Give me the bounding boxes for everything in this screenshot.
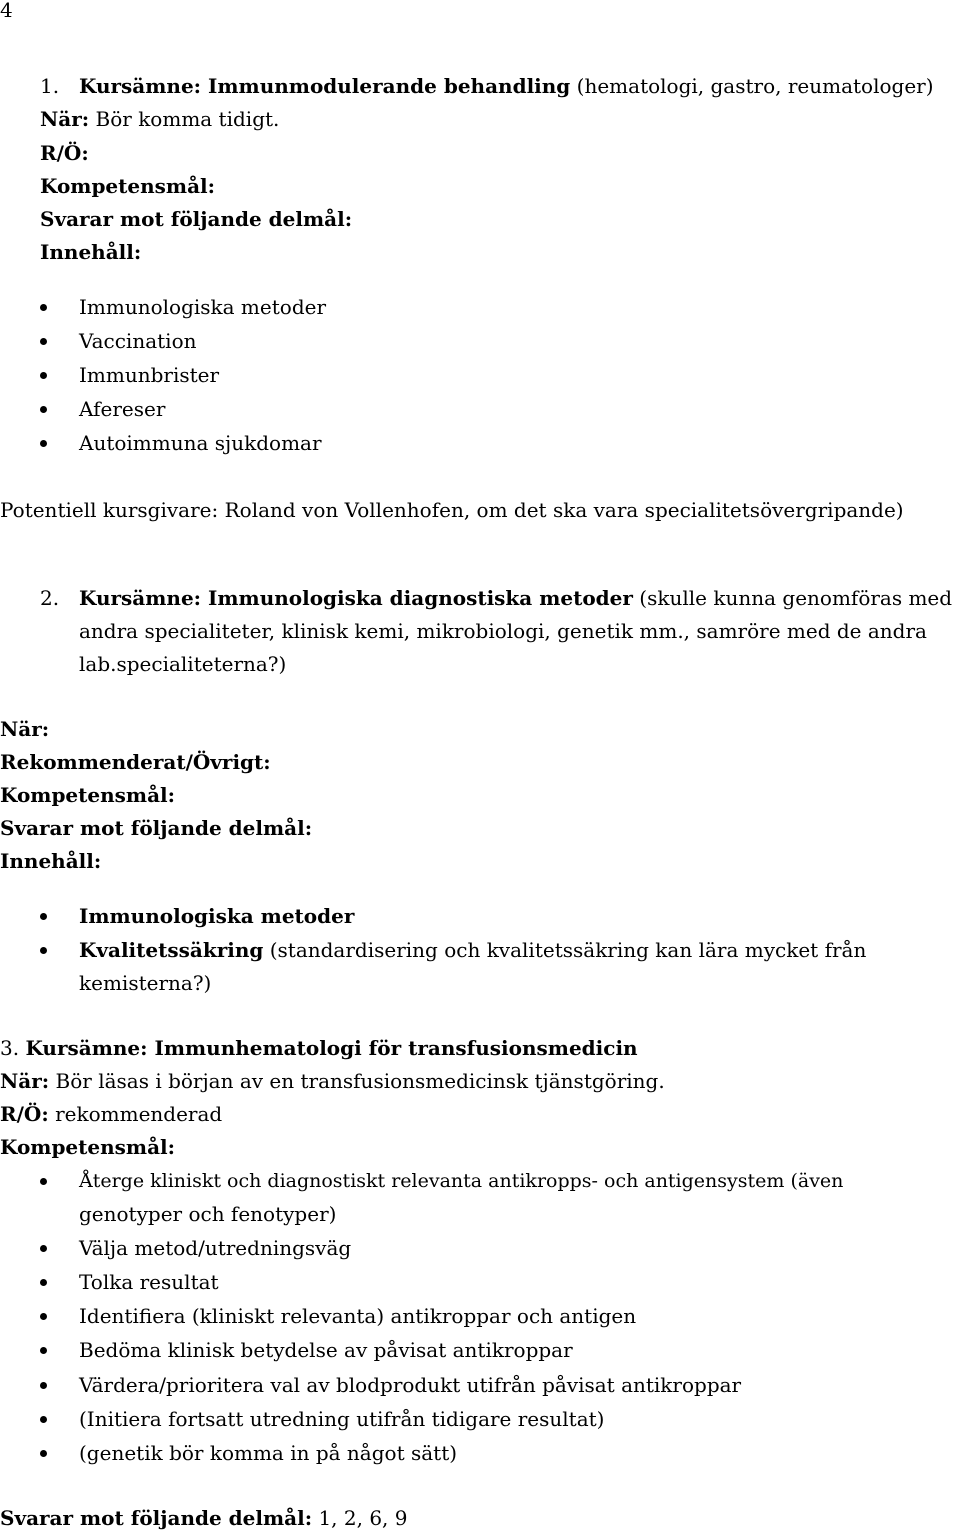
page-number: 4 (0, 0, 13, 22)
list-item: Identifiera (kliniskt relevanta) antikroppar och antigen (79, 1304, 637, 1328)
bullet-icon (40, 338, 47, 345)
bullet-icon (40, 1178, 47, 1185)
section-1-number: 1. (40, 74, 60, 98)
section-2-title-label: Kursämne: Immunologiska diagnostiska metoder (79, 586, 633, 610)
list-item (79, 937, 866, 963)
bullet-icon (40, 1450, 47, 1457)
bullet-icon (40, 406, 47, 413)
list-item-line2: genotyper och fenotyper) (79, 1202, 337, 1226)
when-label: När: (0, 717, 50, 741)
list-item: Välja metod/utredningsväg (79, 1236, 352, 1260)
bullet-icon (40, 1245, 47, 1252)
list-item: Återge kliniskt och diagnostiskt relevanta antikropps- och antigensystem (även (79, 1170, 844, 1192)
list-item-note: (standardisering och kvalitetssäkring kan lära mycket från (269, 938, 867, 962)
section-2-title (79, 585, 952, 611)
list-item: Afereser (79, 397, 166, 421)
bullet-icon (40, 372, 47, 379)
when-value: Bör läsas i början av en transfusionsmedicinsk tjänstgöring. (55, 1069, 665, 1093)
answers-label: Svarar mot följande delmål: (40, 207, 353, 231)
competence-label: Kompetensmål: (0, 1135, 176, 1159)
bullet-icon (40, 304, 47, 311)
competence-label: Kompetensmål: (40, 174, 216, 198)
section-1-title-note: (hematologi, gastro, reumatologer) (576, 74, 934, 98)
bullet-icon (40, 1347, 47, 1354)
list-item: Immunbrister (79, 363, 220, 387)
list-item: (Initiera fortsatt utredning utifrån tidigare resultat) (79, 1407, 605, 1431)
when-label: När: (40, 107, 90, 131)
section-1-when (40, 106, 279, 132)
section-1-title-label: Kursämne: Immunmodulerande behandling (79, 74, 571, 98)
list-item-label: Kvalitetssäkring (79, 938, 264, 962)
potential-course-giver: Potentiell kursgivare: Roland von Vollenhofen, om det ska vara specialitetsövergripande) (0, 498, 904, 522)
section-3-title: Kursämne: Immunhematologi för transfusionsmedicin (25, 1036, 638, 1060)
content-label: Innehåll: (0, 849, 102, 873)
bullet-icon (40, 913, 47, 920)
list-item: Värdera/prioritera val av blodprodukt utifrån påvisat antikroppar (79, 1373, 742, 1397)
ro-label: R/Ö: (40, 141, 89, 165)
section-2-title-note-line3: lab.specialiteterna?) (79, 652, 287, 676)
section-2-number: 2. (40, 586, 60, 610)
list-item: Bedöma klinisk betydelse av påvisat antikroppar (79, 1338, 573, 1362)
section-3-ro (0, 1101, 222, 1127)
list-item-note-line2: kemisterna?) (79, 971, 212, 995)
when-label: När: (0, 1069, 50, 1093)
when-value: Bör komma tidigt. (95, 107, 280, 131)
list-item: Tolka resultat (79, 1270, 219, 1294)
section-3-answers (0, 1505, 408, 1531)
section-3-heading (0, 1035, 638, 1061)
answers-label: Svarar mot följande delmål: (0, 1506, 313, 1530)
list-item: Autoimmuna sjukdomar (79, 431, 322, 455)
recommended-label: Rekommenderat/Övrigt: (0, 750, 271, 774)
bullet-icon (40, 1279, 47, 1286)
bullet-icon (40, 1382, 47, 1389)
bullet-icon (40, 1416, 47, 1423)
list-item: (genetik bör komma in på något sätt) (79, 1441, 458, 1465)
list-item: Immunologiska metoder (79, 904, 355, 928)
bullet-icon (40, 440, 47, 447)
ro-label: R/Ö: (0, 1102, 49, 1126)
section-2-title-note: (skulle kunna genomföras med (639, 586, 953, 610)
answers-label: Svarar mot följande delmål: (0, 816, 313, 840)
list-item: Immunologiska metoder (79, 295, 327, 319)
ro-value: rekommenderad (55, 1102, 223, 1126)
list-item: Vaccination (79, 329, 197, 353)
content-label: Innehåll: (40, 240, 142, 264)
section-3-when (0, 1068, 665, 1094)
section-1-title (79, 73, 934, 99)
competence-label: Kompetensmål: (0, 783, 176, 807)
answers-value: 1, 2, 6, 9 (318, 1506, 408, 1530)
section-3-number: 3. (0, 1036, 20, 1060)
section-2-title-note-line2: andra specialiteter, klinisk kemi, mikrobiologi, genetik mm., samröre med de andra (79, 619, 927, 643)
bullet-icon (40, 947, 47, 954)
bullet-icon (40, 1313, 47, 1320)
